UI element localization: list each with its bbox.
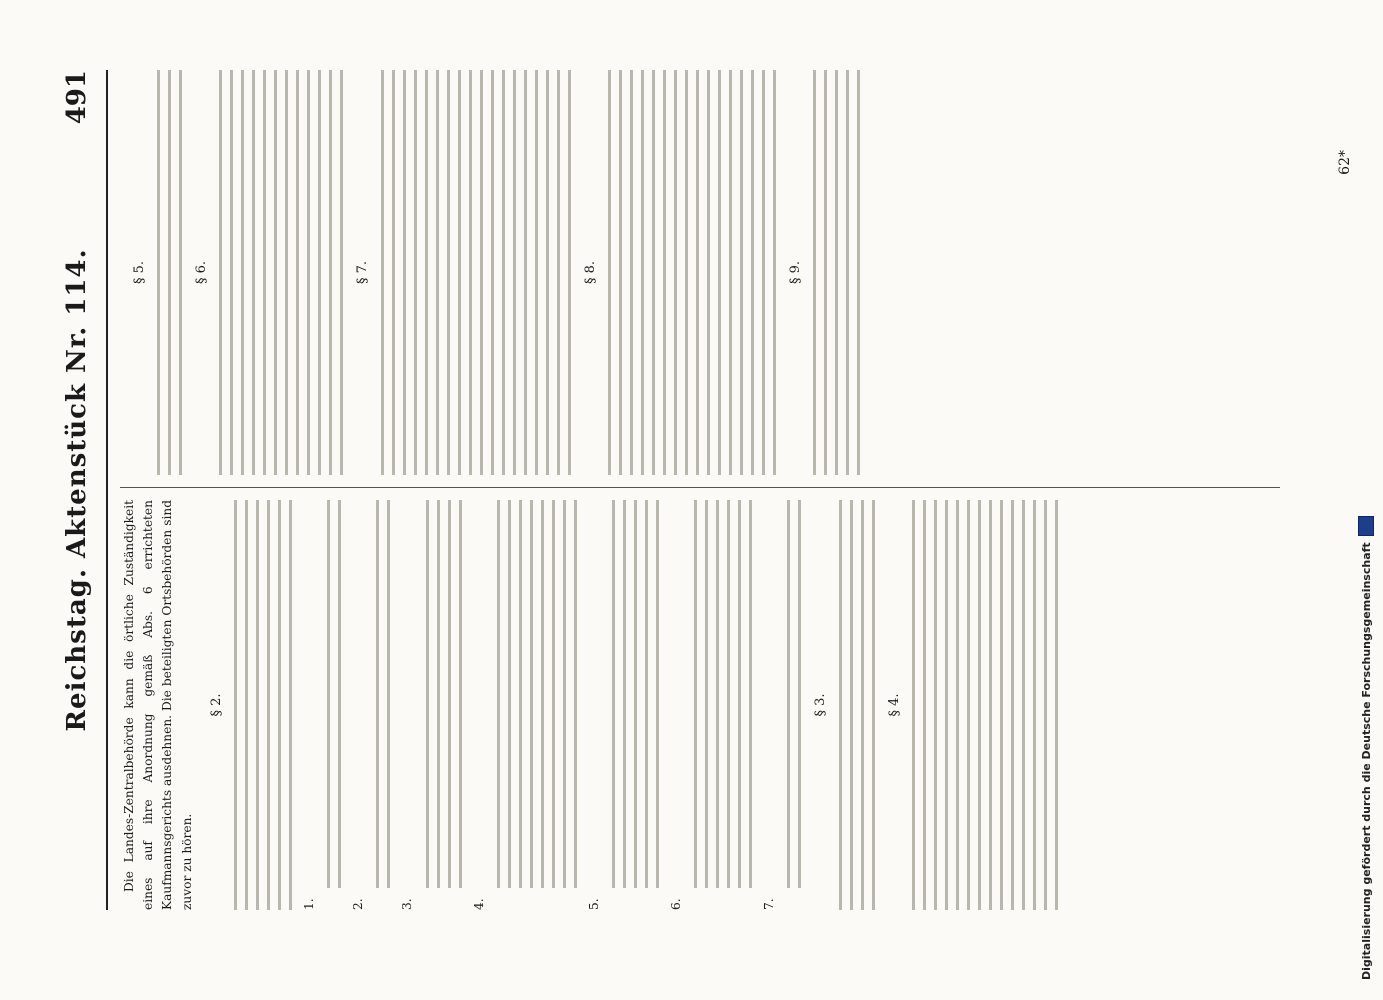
- page-header: [62, 70, 108, 910]
- illegible-text: [376, 500, 390, 888]
- section-heading-3: § 3.: [813, 693, 829, 717]
- illegible-text: [839, 500, 875, 910]
- page-header-title: Reichstag. Aktenstück Nr. 114.: [62, 248, 92, 732]
- list-item: [470, 500, 577, 910]
- dfg-logo-icon: [1358, 516, 1374, 536]
- illegible-text: [381, 70, 571, 475]
- printer-signature: 62*: [1337, 150, 1353, 175]
- section-heading-2: § 2.: [208, 693, 224, 717]
- illegible-text: [497, 500, 577, 888]
- list-item-number: 3.: [400, 898, 415, 910]
- list-item: [398, 500, 461, 910]
- page-number: 491: [62, 70, 92, 125]
- section-heading-5: § 5.: [132, 260, 147, 285]
- list-item: [760, 500, 801, 910]
- illegible-text: [813, 70, 860, 475]
- list-item-number: 5.: [586, 898, 601, 910]
- column-divider: [120, 487, 1280, 488]
- section-heading-9: § 9.: [787, 260, 803, 285]
- illegible-text: [426, 500, 462, 888]
- section-heading-4: § 4.: [886, 693, 902, 717]
- section-heading-8: § 8.: [582, 260, 598, 285]
- illegible-text: [234, 500, 292, 910]
- left-column: [120, 500, 1280, 910]
- section-heading-7: § 7.: [355, 260, 371, 285]
- list-item-number: 4.: [471, 898, 486, 910]
- illegible-text: [612, 500, 659, 888]
- list-item: [349, 500, 390, 910]
- list-item-number: 2.: [351, 898, 366, 910]
- list-item-number: 7.: [762, 898, 777, 910]
- list-item-number: 6.: [669, 898, 684, 910]
- illegible-text: [157, 70, 182, 475]
- right-column: [120, 70, 1280, 475]
- illegible-text: [327, 500, 341, 888]
- illegible-text: [219, 70, 343, 475]
- list-item: [300, 500, 341, 910]
- digitization-credit: [1352, 0, 1382, 1000]
- credit-text: Digitalisierung gefördert durch die Deutsche Forschungsgemeinschaft: [1359, 542, 1373, 980]
- illegible-text: [787, 500, 801, 888]
- list-item: [667, 500, 752, 910]
- illegible-text: [608, 70, 776, 475]
- intro-paragraph: Die Landes-Zentralbehörde kann die örtliche Zuständigkeit eines auf ihre Anordnung gemäß Abs. 6 errichteten Kaufmannsgerichts ausdehnen. Die beteiligten Ortsbehörden sind zuvor zu hören.: [122, 500, 194, 910]
- illegible-text: [694, 500, 752, 888]
- illegible-text: [912, 500, 1058, 910]
- section-heading-6: § 6.: [194, 260, 210, 285]
- list-item: [585, 500, 659, 910]
- list-item-number: 1.: [302, 898, 317, 910]
